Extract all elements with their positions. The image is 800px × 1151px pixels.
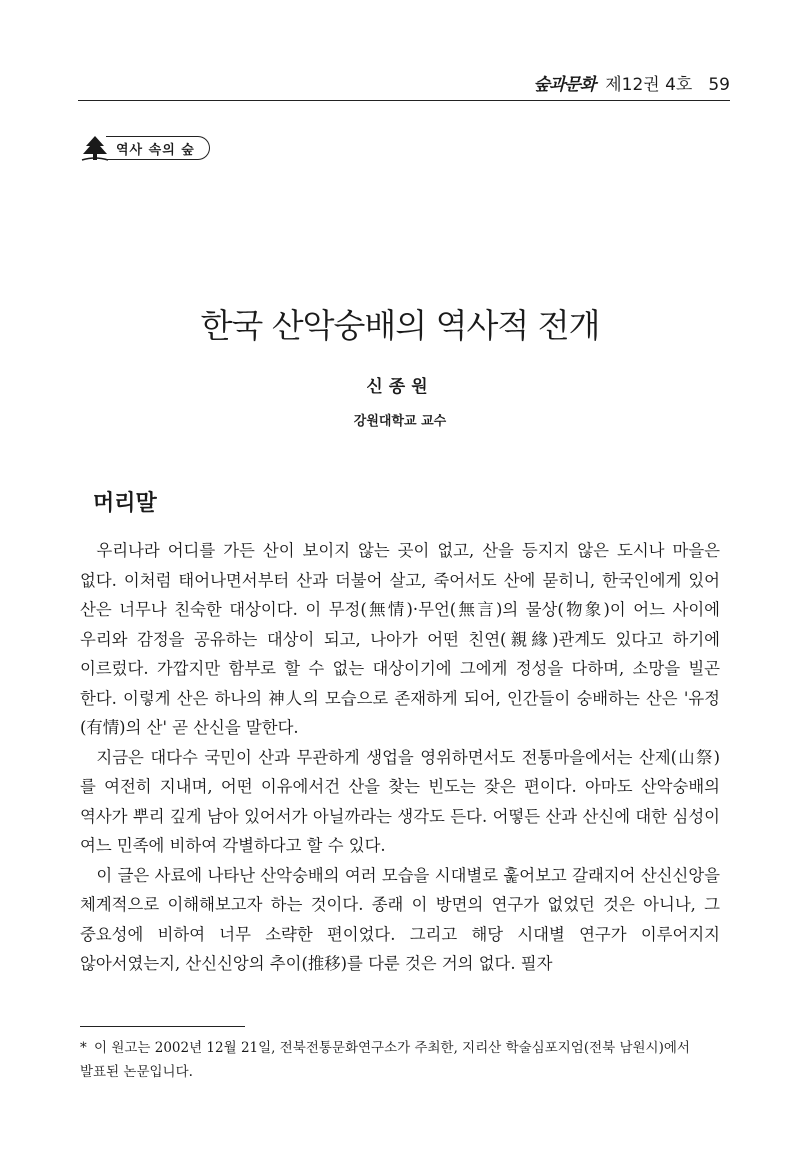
footnote-divider [80,1026,245,1027]
footnote-text: 이 원고는 2002년 12월 21일, 전북전통문화연구소가 주최한, 지리산 학술심포지엄(전북 남원시)에서 발표된 논문입니다. [80,1040,690,1080]
running-header [78,56,730,101]
section-heading: 머리말 [93,490,157,516]
section-badge [80,134,210,162]
author-affiliation: 강원대학교 교수 [353,414,447,429]
issue-info: 제12권 4호 [605,75,693,95]
paragraph: 지금은 대다수 국민이 산과 무관하게 생업을 영위하면서도 전통마을에서는 산제(山祭)를 여전히 지내며, 어떤 이유에서건 산을 찾는 빈도는 잦은 편이다. 아마도 산악숭배의 역사가 뿌리 깊게 남아 있어서가 아닐까라는 생각도 든다. 어떻든 산과 산신에 대한 심성이 여느 민족에 비하여 각별하다고 할 수 있다. [80,747,720,855]
section-badge-label: 역사 속의 숲 [106,136,210,160]
paragraph: 우리나라 어디를 가든 산이 보이지 않는 곳이 없고, 산을 등지지 않은 도시나 마을은 없다. 이처럼 태어나면서부터 산과 더불어 살고, 죽어서도 산에 묻히니, 한국인에게 있어 산은 너무나 친숙한 대상이다. 이 무정(無情)·무언(無言)의 물상(物象)이 어느 사이에 우리와 감정을 공유하는 대상이 되고, 나아가 어떤 친연(親緣)관계도 있다고 하기에 이르렀다. 가깝지만 함부로 할 수 없는 대상이기에 그에게 정성을 다하며, 소망을 빌곤 한다. 이렇게 산은 하나의 神人의 모습으로 존재하게 되어, 인간들이 숭배하는 산은 '유정(有情)의 산' 곧 산신을 말한다. [80,541,720,737]
footnote-marker: * [80,1040,87,1056]
author-name: 신종원 [366,377,434,397]
footnote [80,1036,728,1084]
page-number: 59 [708,75,730,95]
journal-logo: 숲과문화 [533,75,596,95]
article-title: 한국 산악숭배의 역사적 전개 [200,306,600,345]
paragraph: 이 글은 사료에 나타난 산악숭배의 여러 모습을 시대별로 훑어보고 갈래지어 산신신앙을 체계적으로 이해해보고자 하는 것이다. 종래 이 방면의 연구가 없었던 것은 아니나, 그 중요성에 비하여 너무 소략한 편이었다. 그리고 해당 시대별 연구가 이루어지지 않아서였는지, 산신신앙의 추이(推移)를 다룬 것은 거의 없다. 필자 [80,865,720,973]
header-right [534,70,730,95]
body-text [80,536,720,979]
